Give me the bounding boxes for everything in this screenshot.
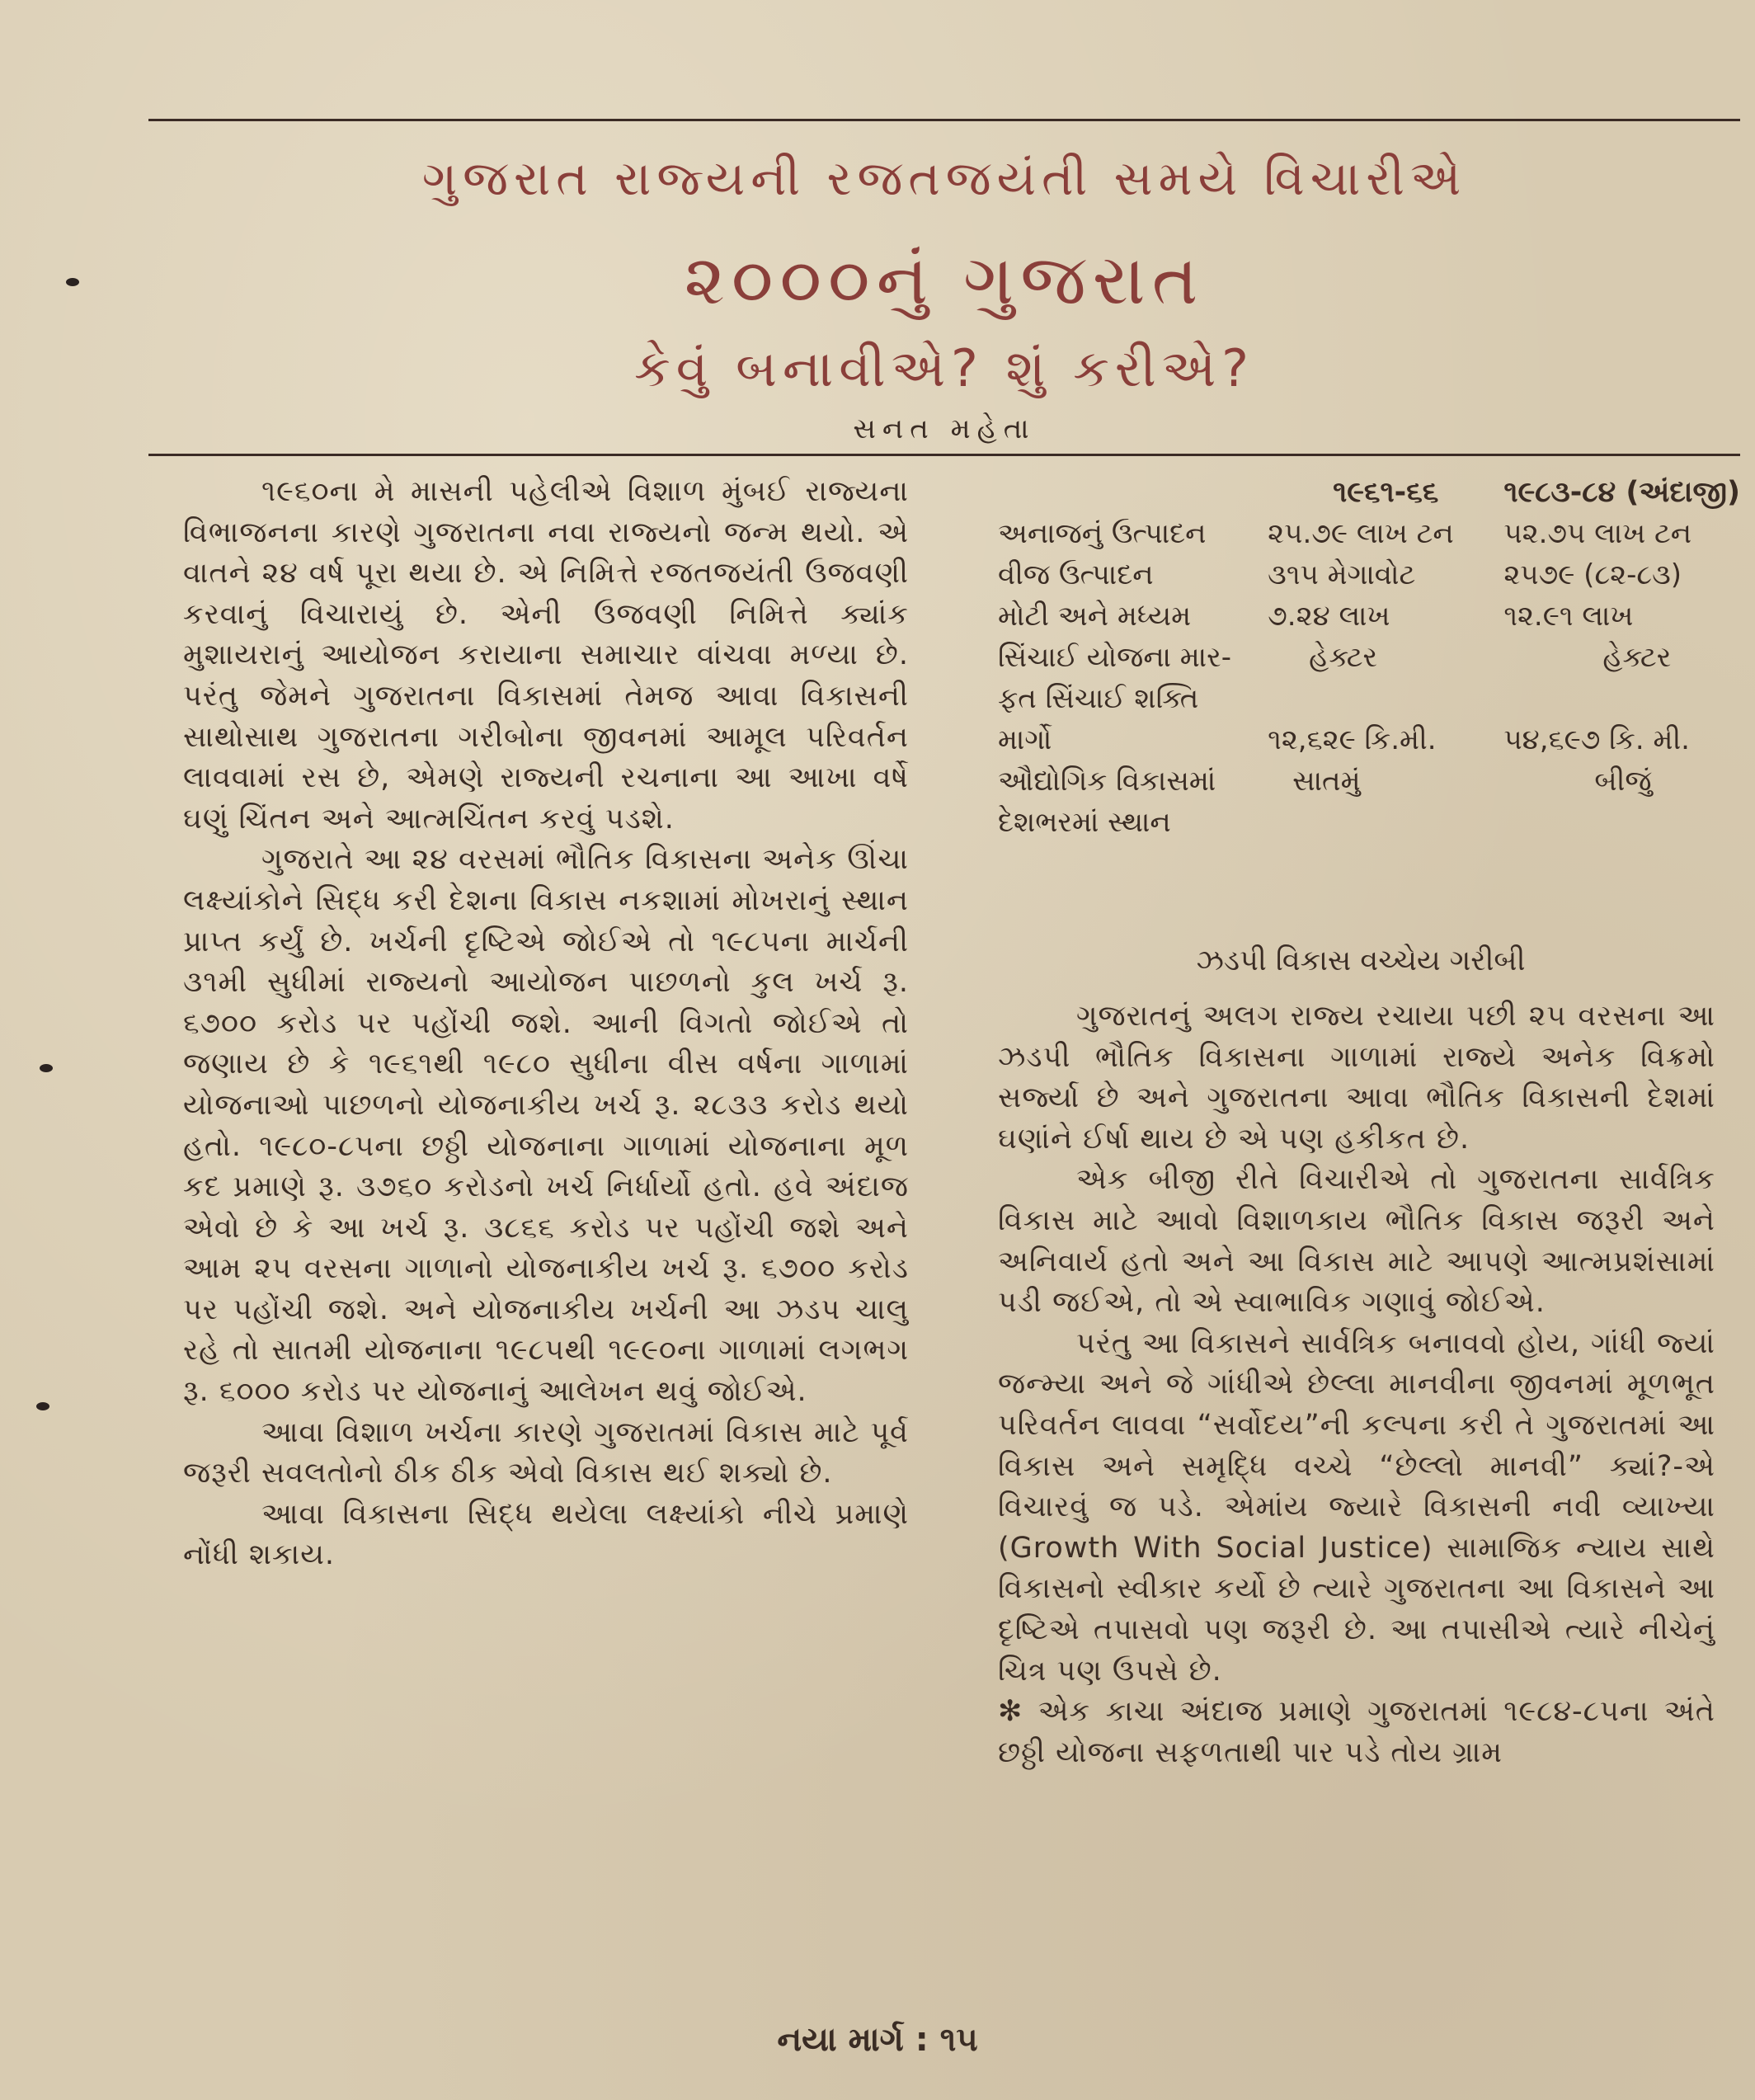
table-row bbox=[998, 554, 1740, 596]
table-cell: હેક્ટર bbox=[1309, 641, 1378, 674]
table-cell: ૩૧૫ મેગાવોટ bbox=[1268, 558, 1416, 591]
table-cell: ૧૨,૬૨૯ કિ.મી. bbox=[1268, 723, 1437, 756]
top-rule bbox=[148, 119, 1740, 121]
paragraph: આવા વિકાસના સિદ્ધ થયેલા લક્ષ્યાંકો નીચે પ્રમાણે નોંધી શકાય. bbox=[183, 1497, 909, 1572]
section-subheading: ઝડપી વિકાસ વચ્ચેય ગરીબી bbox=[1196, 944, 1526, 977]
table-cell: ૨૫.૭૯ લાખ ટન bbox=[1268, 517, 1454, 550]
table-cell: ૨૫૭૯ (૮૨-૮૩) bbox=[1503, 558, 1682, 591]
table-cell: ફત સિંચાઈ શક્તિ bbox=[998, 682, 1199, 715]
article-kicker: ગુજરાત રાજ્યની રજતજયંતી સમયે વિચારીએ bbox=[421, 150, 1467, 206]
table-cell bbox=[1268, 802, 1503, 843]
table-cell: ૫૪,૬૯૭ કિ. મી. bbox=[1503, 723, 1690, 756]
table-row bbox=[998, 719, 1740, 760]
table-cell bbox=[1503, 802, 1740, 843]
table-cell: ૧૨.૯૧ લાખ bbox=[1503, 600, 1634, 633]
table-cell: ૫૨.૭૫ લાખ ટન bbox=[1503, 517, 1692, 550]
table-cell bbox=[1268, 678, 1503, 719]
table-cell: ૭.૨૪ લાખ bbox=[1268, 600, 1390, 633]
paragraph: ગુજરાતે આ ૨૪ વરસમાં ભૌતિક વિકાસના અનેક ઊંચા લક્ષ્યાંકોને સિદ્ધ કરી દેશના વિકાસ નકશામાં મોખરાનું સ્થાન પ્રાપ્ત કર્યું છે. ખર્ચની દૃષ્ટિએ જોઈએ તો ૧૯૮૫ના માર્ચની ૩૧મી સુધીમાં રાજ્યનો આયોજન પાછળનો કુલ ખર્ચ રૂ. ૬૭૦૦ કરોડ પર પહોંચી જશે. આની વિગતો જોઈએ તો જણાય છે કે ૧૯૬૧થી ૧૯૮૦ સુધીના વીસ વર્ષના ગાળામાં યોજનાઓ પાછળનો યોજનાકીય ખર્ચ રૂ. ૨૮૩૩ કરોડ થયો હતો. ૧૯૮૦-૮૫ના છઠ્ઠી યોજનાના ગાળામાં યોજનાના મૂળ કદ પ્રમાણે રૂ. ૩૭૬૦ કરોડનો ખર્ચ નિર્ધાર્યો હતો. હવે અંદાજ એવો છે કે આ ખર્ચ રૂ. ૩૮૬૬ કરોડ પર પહોંચી જશે અને આમ ૨૫ વરસના ગાળાનો યોજનાકીય ખર્ચ રૂ. ૬૭૦૦ કરોડ પર પહોંચી જશે. અને યોજનાકીય ખર્ચની આ ઝડપ ચાલુ રહે તો સાતમી યોજનાના ૧૯૮૫થી ૧૯૯૦ના ગાળામાં લગભગ રૂ. ૬૦૦૦ કરોડ પર યોજનાનું આલેખન થવું જોઈએ. bbox=[183, 843, 909, 1409]
binding-hole bbox=[66, 278, 79, 286]
table-cell: હેક્ટર bbox=[1602, 641, 1672, 674]
table-header-cell: ૧૯૮૩-૮૪ (અંદાજી) bbox=[1503, 476, 1740, 509]
table-cell: અનાજનું ઉત્પાદન bbox=[998, 517, 1207, 550]
table-cell: વીજ ઉત્પાદન bbox=[998, 558, 1154, 591]
table-row bbox=[998, 596, 1740, 637]
table-cell: સિંચાઈ યોજના માર- bbox=[998, 641, 1231, 674]
table-row bbox=[998, 678, 1740, 719]
header-rule bbox=[148, 454, 1740, 456]
page-footer: નયા માર્ગ : ૧૫ bbox=[777, 2021, 978, 2059]
binding-hole bbox=[36, 1402, 49, 1410]
table-header-row bbox=[998, 472, 1740, 513]
table-row bbox=[998, 513, 1740, 554]
table-cell bbox=[1503, 678, 1740, 719]
paragraph: એક બીજી રીતે વિચારીએ તો ગુજરાતના સાર્વત્રિક વિકાસ માટે આવો વિશાળકાય ભૌતિક વિકાસ જરૂરી અને અનિવાર્ય હતો અને આ વિકાસ માટે આપણે આત્મપ્રશંસામાં પડી જઈએ, તો એ સ્વાભાવિક ગણાવું જોઈએ. bbox=[998, 1163, 1715, 1320]
table-row bbox=[998, 760, 1740, 802]
paragraph: ૧૯૬૦ના મે માસની પહેલીએ વિશાળ મુંબઈ રાજ્યના વિભાજનના કારણે ગુજરાતના નવા રાજ્યનો જન્મ થયો. એ વાતને ૨૪ વર્ષ પૂરા થયા છે. એ નિમિત્તે રજતજયંતી ઉજવણી કરવાનું વિચારાયું છે. એની ઉજવણી નિમિત્તે ક્યાંક મુશાયરાનું આયોજન કરાયાના સમાચાર વાંચવા મળ્યા છે. પરંતુ જેમને ગુજરાતના વિકાસમાં તેમજ આવા વિકાસની સાથોસાથ ગુજરાતના ગરીબોના જીવનમાં આમૂલ પરિવર્તન લાવવામાં રસ છે, એમણે રાજ્યની રચનાના આ આખા વર્ષે ઘણું ચિંતન અને આત્મચિંતન કરવું પડશે. bbox=[183, 475, 909, 836]
article-subtitle: કેવું બનાવીએ? શું કરીએ? bbox=[633, 338, 1255, 398]
table-cell: મોટી અને મધ્યમ bbox=[998, 600, 1192, 633]
development-stats-table bbox=[998, 472, 1740, 843]
table-header-cell: ૧૯૬૧-૬૬ bbox=[1333, 476, 1439, 509]
paragraph: ગુજરાતનું અલગ રાજ્ય રચાયા પછી ૨૫ વરસના આ ઝડપી ભૌતિક વિકાસના ગાળામાં રાજ્યે અનેક વિક્રમો સર્જ્યા છે અને ગુજરાતના આવા ભૌતિક વિકાસની દેશમાં ઘણાંને ઈર્ષા થાય છે એ પણ હકીકત છે. bbox=[998, 1000, 1715, 1156]
paragraph: ✻ એક કાચા અંદાજ પ્રમાણે ગુજરાતમાં ૧૯૮૪-૮૫ના અંતે છઠ્ઠી યોજના સફળતાથી પાર પડે તોય ગ્રામ bbox=[998, 1695, 1715, 1769]
table-row bbox=[998, 802, 1740, 843]
table-cell: સાતમું bbox=[1292, 765, 1361, 798]
left-column bbox=[183, 472, 909, 1576]
table-cell: માર્ગો bbox=[998, 723, 1052, 756]
table-cell: ઔદ્યોગિક વિકાસમાં bbox=[998, 765, 1216, 798]
table-cell: બીજું bbox=[1594, 765, 1652, 798]
paragraph: પરંતુ આ વિકાસને સાર્વત્રિક બનાવવો હોય, ગાંધી જ્યાં જન્મ્યા અને જે ગાંધીએ છેલ્લા માનવીના જીવનમાં મૂળભૂત પરિવર્તન લાવવા “સર્વોદય”ની કલ્પના કરી તે ગુજરાતમાં આ વિકાસ અને સમૃદ્ધિ વચ્ચે “છેલ્લો માનવી” ક્યાં?-એ વિચારવું જ પડે. એમાંય જ્યારે વિકાસની નવી વ્યાખ્યા (Growth With Social Justice) સામાજિક ન્યાય સાથે વિકાસનો સ્વીકાર કર્યો છે ત્યારે ગુજરાતના આ વિકાસને આ દૃષ્ટિએ તપાસવો પણ જરૂરી છે. આ તપાસીએ ત્યારે નીચેનું ચિત્ર પણ ઉપસે છે. bbox=[998, 1326, 1715, 1688]
table-cell: દેશભરમાં સ્થાન bbox=[998, 806, 1171, 839]
right-column bbox=[998, 996, 1715, 1773]
table-row bbox=[998, 637, 1740, 678]
binding-hole bbox=[40, 1064, 53, 1072]
article-title: ૨૦૦૦નું ગુજરાત bbox=[684, 239, 1205, 320]
article-author: સનત મહેતા bbox=[853, 412, 1036, 445]
table-header-cell bbox=[998, 472, 1268, 513]
paragraph: આવા વિશાળ ખર્ચના કારણે ગુજરાતમાં વિકાસ માટે પૂર્વ જરૂરી સવલતોનો ઠીક ઠીક એવો વિકાસ થઈ શક્યો છે. bbox=[183, 1415, 909, 1490]
